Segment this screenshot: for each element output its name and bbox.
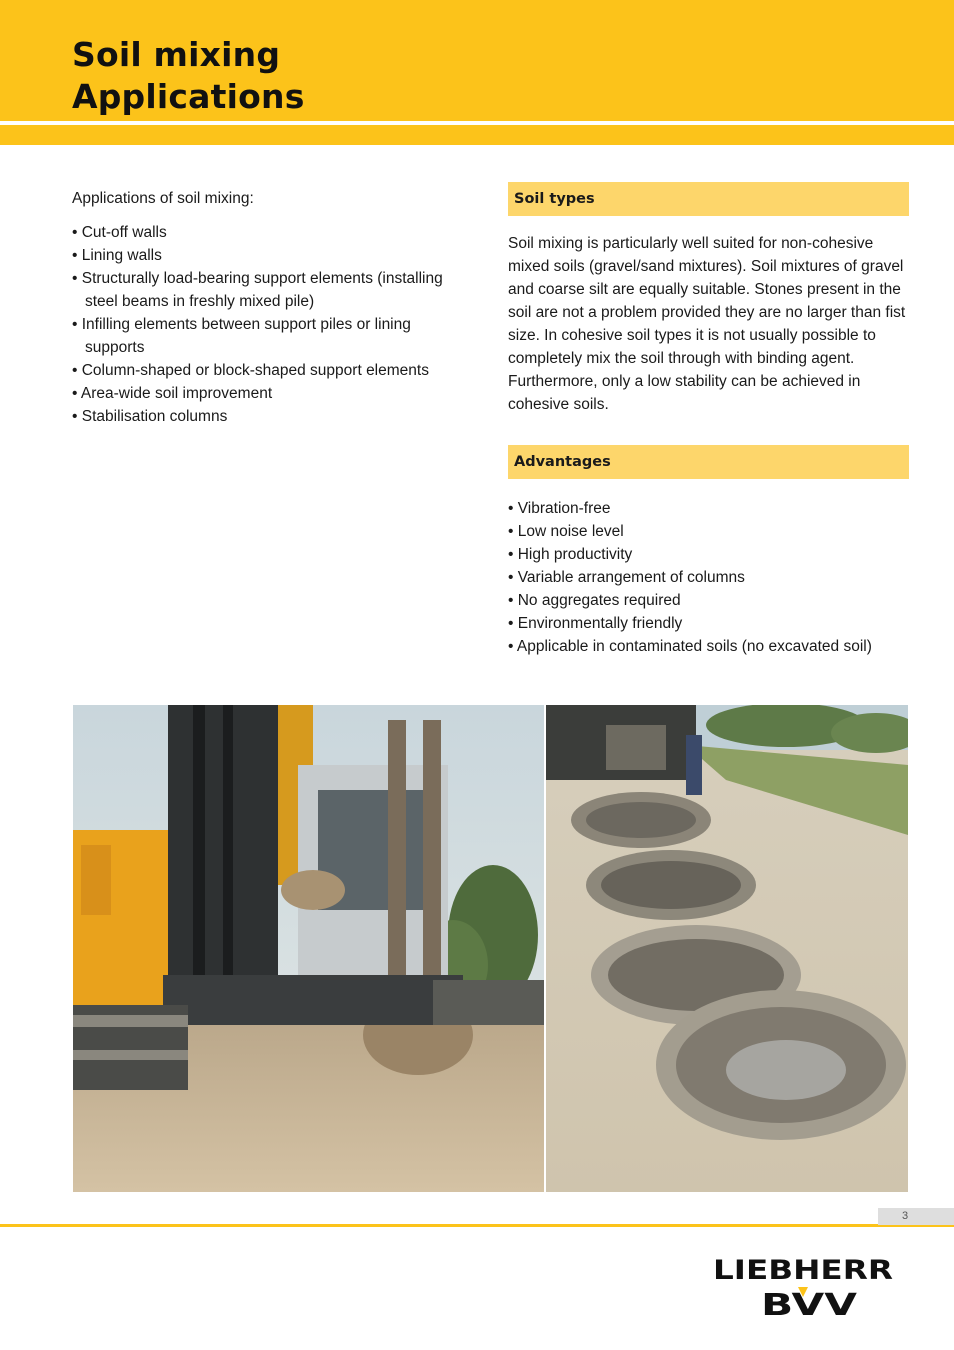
page-title-line2: Applications xyxy=(72,77,305,116)
logo-text-top: LIEBHERR xyxy=(713,1255,894,1286)
list-item: • Low noise level xyxy=(508,520,909,543)
list-item: • Variable arrangement of columns xyxy=(508,566,909,589)
list-item: • Column-shaped or block-shaped support elements xyxy=(72,359,472,382)
list-item: • Lining walls xyxy=(72,244,472,267)
list-item: • High productivity xyxy=(508,543,909,566)
logo-text-bottom: BVV xyxy=(761,1288,859,1322)
photo-drilling-rig xyxy=(73,705,544,1192)
applications-intro: Applications of soil mixing: xyxy=(72,190,254,207)
advantages-heading: Advantages xyxy=(508,445,909,479)
list-item: • Cut-off walls xyxy=(72,221,472,244)
applications-section xyxy=(72,187,472,428)
list-item: • Environmentally friendly xyxy=(508,612,909,635)
page-number: 3 xyxy=(878,1208,954,1225)
photo-mixed-soil-trench xyxy=(546,705,908,1192)
list-item: • No aggregates required xyxy=(508,589,909,612)
applications-list xyxy=(72,221,472,428)
list-item: • Structurally load-bearing support elements (installing steel beams in freshly mixed pile) xyxy=(72,267,472,313)
liebherr-bvv-logo xyxy=(712,1254,894,1322)
page-title xyxy=(72,34,305,118)
list-item: • Applicable in contaminated soils (no excavated soil) xyxy=(508,635,909,658)
footer-line xyxy=(0,1224,954,1227)
soil-types-heading: Soil types xyxy=(508,182,909,216)
page-title-line1: Soil mixing xyxy=(72,35,281,74)
list-item: • Area-wide soil improvement xyxy=(72,382,472,405)
header-stripe xyxy=(0,125,954,145)
list-item: • Vibration-free xyxy=(508,497,909,520)
soil-types-text: Soil mixing is particularly well suited for non-cohesive mixed soils (gravel/sand mixtures). Soil mixtures of gravel and coarse silt are equally suitable. Stones present in the soil are not a problem provided they are no larger than fist size. In cohesive soil types it is not usually possible to completely mix the soil through with binding agent. Furthermore, only a low stability can be achieved in cohesive soils. xyxy=(508,235,906,413)
list-item: • Infilling elements between support piles or lining supports xyxy=(72,313,472,359)
advantages-list xyxy=(508,497,909,658)
list-item: • Stabilisation columns xyxy=(72,405,472,428)
right-column xyxy=(508,182,909,658)
